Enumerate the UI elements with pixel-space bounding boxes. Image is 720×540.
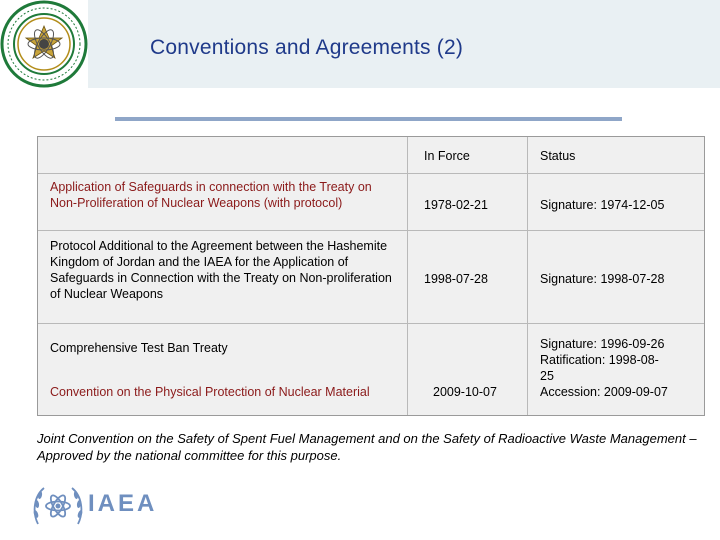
status-line: 25: [540, 369, 554, 383]
organization-seal: [0, 0, 88, 88]
row-divider: [38, 230, 704, 231]
iaea-logo: [30, 484, 86, 533]
table-row-status: Accession: 2009-09-07: [540, 385, 668, 399]
emblem-seal-icon: [0, 0, 88, 88]
column-divider: [527, 137, 528, 415]
row-divider: [38, 323, 704, 324]
conventions-table: [37, 136, 705, 416]
status-line: Signature: 1996-09-26: [540, 337, 665, 351]
table-row-name: Comprehensive Test Ban Treaty: [50, 341, 228, 355]
table-row-in-force: 1978-02-21: [424, 198, 488, 212]
table-row-in-force: 2009-10-07: [433, 385, 497, 399]
table-row-name: Protocol Additional to the Agreement between the Hashemite Kingdom of Jordan and the IAEA for the Application of Safeguards in Connection with the Treaty on Non-proliferation of Nuclear Weapons: [50, 239, 392, 301]
table-row-name: Convention on the Physical Protection of Nuclear Material: [50, 385, 370, 399]
table-row-in-force: 1998-07-28: [424, 272, 488, 286]
column-header-in-force: In Force: [424, 149, 470, 163]
table-row-status: Signature: 1974-12-05: [540, 198, 665, 212]
title-divider: [115, 117, 622, 121]
slide-title: Conventions and Agreements (2): [150, 36, 464, 59]
footnote: Joint Convention on the Safety of Spent Fuel Management and on the Safety of Radioactive Waste Management – Approved by the national committee for this purpose.: [37, 431, 697, 463]
iaea-atom-icon: [30, 484, 86, 528]
row-divider: [38, 173, 704, 174]
table-row-status: Signature: 1998-07-28: [540, 272, 665, 286]
column-header-status: Status: [540, 149, 576, 163]
status-line: Ratification: 1998-08-: [540, 353, 659, 367]
column-divider: [407, 137, 408, 415]
table-row-name: Application of Safeguards in connection with the Treaty on Non-Proliferation of Nuclear Weapons (with protocol): [50, 180, 372, 210]
table-row-status-multiline: [540, 336, 700, 384]
iaea-logo-text: IAEA: [88, 490, 158, 517]
